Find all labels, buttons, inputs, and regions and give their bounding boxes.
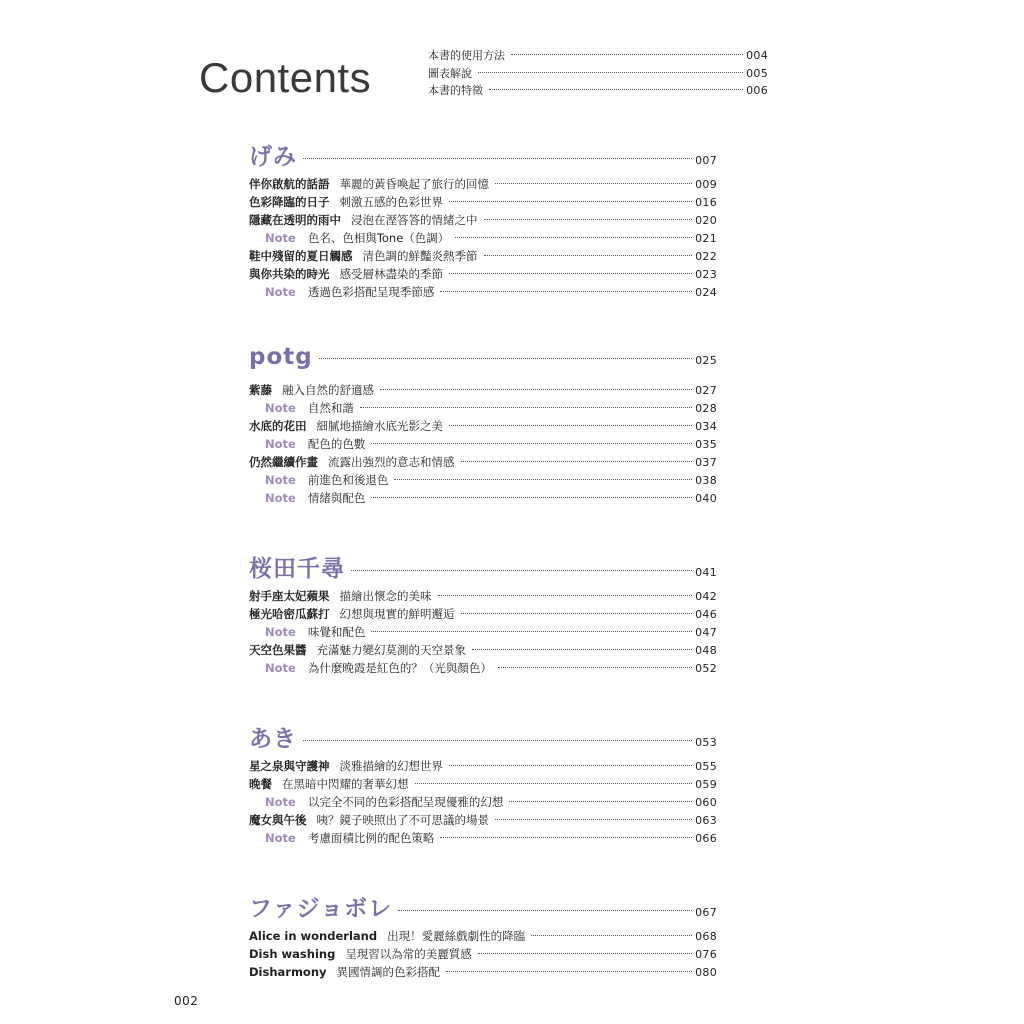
dot-leader xyxy=(531,935,692,936)
note-label: Note xyxy=(265,661,296,675)
page-ref: 020 xyxy=(695,214,717,227)
entry-title: 隱藏在透明的雨中 xyxy=(249,213,341,227)
page-ref: 022 xyxy=(695,250,717,263)
dot-leader xyxy=(319,358,692,359)
toc-section xyxy=(249,890,717,981)
toc-section xyxy=(249,138,717,301)
artist-name: 桜田千尋 xyxy=(249,556,345,582)
page-ref: 027 xyxy=(695,384,717,397)
toc-entry xyxy=(249,211,717,229)
dot-leader xyxy=(495,819,692,820)
dot-leader xyxy=(360,407,692,408)
toc-entry xyxy=(249,247,717,265)
page-ref: 041 xyxy=(695,566,717,579)
note-label: Note xyxy=(265,401,296,415)
intro-entry xyxy=(428,47,768,65)
page-ref: 052 xyxy=(695,662,717,675)
note-entry xyxy=(249,829,717,847)
entry-subtitle: 淡雅描繪的幻想世界 xyxy=(339,759,443,773)
note-label: Note xyxy=(265,473,296,487)
entry-title: 水底的花田 xyxy=(249,419,307,433)
note-label: Note xyxy=(265,795,296,809)
page-ref: 067 xyxy=(695,906,717,919)
dot-leader xyxy=(398,910,692,911)
entry-subtitle: 刺激五感的色彩世界 xyxy=(339,195,443,209)
dot-leader xyxy=(511,54,743,55)
page-number: 002 xyxy=(174,994,199,1008)
toc-entry xyxy=(249,381,717,399)
toc-entry xyxy=(249,605,717,623)
page-ref: 009 xyxy=(695,178,717,191)
page-ref: 005 xyxy=(746,66,768,80)
dot-leader xyxy=(509,801,692,802)
dot-leader xyxy=(438,595,693,596)
page-ref: 024 xyxy=(695,286,717,299)
dot-leader xyxy=(478,953,692,954)
toc-entry xyxy=(249,641,717,659)
entry-subtitle: 華麗的黃昏喚起了旅行的回憶 xyxy=(339,177,489,191)
note-label: Note xyxy=(265,437,296,451)
artist-name: potg xyxy=(249,344,313,370)
dot-leader xyxy=(461,461,693,462)
dot-leader xyxy=(440,837,692,838)
note-entry xyxy=(249,793,717,811)
dot-leader xyxy=(489,89,743,90)
page-ref: 034 xyxy=(695,420,717,433)
toc-entry xyxy=(249,453,717,471)
dot-leader xyxy=(461,613,693,614)
toc-entry xyxy=(249,587,717,605)
entry-title: Disharmony xyxy=(249,965,327,979)
dot-leader xyxy=(449,201,692,202)
page-ref: 076 xyxy=(695,948,717,961)
artist-name: あき xyxy=(249,726,297,752)
dot-leader xyxy=(446,971,692,972)
section-heading xyxy=(249,550,717,582)
toc-entry xyxy=(249,811,717,829)
toc-entry xyxy=(249,927,717,945)
note-label: Note xyxy=(265,625,296,639)
page-ref: 048 xyxy=(695,644,717,657)
note-label: Note xyxy=(265,285,296,299)
toc-entry xyxy=(249,963,717,981)
entry-subtitle: 幻想與現實的鮮明邂逅 xyxy=(339,607,455,621)
entry-title: 伴你啟航的話語 xyxy=(249,177,330,191)
note-label: Note xyxy=(265,491,296,505)
page-ref: 066 xyxy=(695,832,717,845)
dot-leader xyxy=(484,255,693,256)
entry-text: 本書的使用方法 xyxy=(428,49,505,62)
page-ref: 059 xyxy=(695,778,717,791)
dot-leader xyxy=(371,631,692,632)
entry-subtitle: 流露出強烈的意志和情感 xyxy=(328,455,455,469)
entry-subtitle: 為什麼晚霞是紅色的？（光與顏色） xyxy=(307,661,492,675)
dot-leader xyxy=(303,740,692,741)
artist-name: げみ xyxy=(249,144,297,170)
section-heading xyxy=(249,720,717,752)
toc-entry xyxy=(249,757,717,775)
toc-entry xyxy=(249,193,717,211)
entry-subtitle: 自然和諧 xyxy=(307,401,354,415)
entry-subtitle: 浸泡在溼答答的情緒之中 xyxy=(351,213,478,227)
entry-subtitle: 在黑暗中閃耀的奢華幻想 xyxy=(282,777,409,791)
page-ref: 021 xyxy=(695,232,717,245)
entry-title: 紫藤 xyxy=(249,383,272,397)
entry-title: Dish washing xyxy=(249,947,336,961)
page-ref: 025 xyxy=(695,354,717,367)
dot-leader xyxy=(371,497,692,498)
page-ref: 007 xyxy=(695,154,717,167)
dot-leader xyxy=(478,72,743,73)
toc-entry xyxy=(249,175,717,193)
dot-leader xyxy=(484,219,693,220)
entry-subtitle: 前進色和後退色 xyxy=(307,473,389,487)
page-ref: 038 xyxy=(695,474,717,487)
entry-subtitle: 以完全不同的色彩搭配呈現優雅的幻想 xyxy=(307,795,504,809)
note-entry xyxy=(249,489,717,507)
entry-subtitle: 考慮面積比例的配色策略 xyxy=(307,831,435,845)
note-entry xyxy=(249,229,717,247)
dot-leader xyxy=(415,783,693,784)
entry-title: 鞋中殘留的夏日觸感 xyxy=(249,249,353,263)
toc-entry xyxy=(249,775,717,793)
section-heading xyxy=(249,138,717,170)
entry-subtitle: 配色的色數 xyxy=(307,437,366,451)
toc-entry xyxy=(249,417,717,435)
entry-title: 色彩降臨的日子 xyxy=(249,195,330,209)
page-ref: 060 xyxy=(695,796,717,809)
dot-leader xyxy=(449,273,692,274)
entry-subtitle: 描繪出懷念的美味 xyxy=(339,589,432,603)
dot-leader xyxy=(394,479,692,480)
entry-title: 極光哈密瓜蘇打 xyxy=(249,607,330,621)
dot-leader xyxy=(495,183,692,184)
note-label: Note xyxy=(265,831,296,845)
entry-subtitle: 細膩地描繪水底光影之美 xyxy=(316,419,443,433)
entry-title: 晚餐 xyxy=(249,777,272,791)
entry-subtitle: 出現！愛麗絲戲劇性的降臨 xyxy=(387,929,526,943)
page-ref: 035 xyxy=(695,438,717,451)
entry-subtitle: 情緒與配色 xyxy=(307,491,366,505)
page-ref: 053 xyxy=(695,736,717,749)
note-entry xyxy=(249,283,717,301)
dot-leader xyxy=(455,237,692,238)
entry-title: 仍然繼續作畫 xyxy=(249,455,318,469)
page-ref: 047 xyxy=(695,626,717,639)
entry-title: 與你共染的時光 xyxy=(249,267,330,281)
dot-leader xyxy=(371,443,692,444)
section-heading xyxy=(249,890,717,922)
page-ref: 004 xyxy=(746,49,768,62)
entry-title: 星之泉與守護神 xyxy=(249,759,330,773)
entry-subtitle: 透過色彩搭配呈現季節感 xyxy=(307,285,435,299)
entry-subtitle: 感受層林盡染的季節 xyxy=(339,267,443,281)
dot-leader xyxy=(498,667,692,668)
page-ref: 016 xyxy=(695,196,717,209)
section-heading xyxy=(249,344,717,372)
entry-title: Alice in wonderland xyxy=(249,929,378,943)
dot-leader xyxy=(351,570,692,571)
page-ref: 055 xyxy=(695,760,717,773)
entry-subtitle: 融入自然的舒適感 xyxy=(282,383,374,397)
page-ref: 042 xyxy=(695,590,717,603)
entry-title: 天空色果醬 xyxy=(249,643,307,657)
entry-subtitle: 色名、色相與Tone（色調） xyxy=(307,231,450,245)
page-ref: 068 xyxy=(695,930,717,943)
toc-section xyxy=(249,720,717,847)
toc-section xyxy=(249,344,717,507)
note-entry xyxy=(249,399,717,417)
page-ref: 006 xyxy=(746,84,768,97)
dot-leader xyxy=(440,291,692,292)
note-entry xyxy=(249,659,717,677)
page-ref: 028 xyxy=(695,402,717,415)
entry-subtitle: 味覺和配色 xyxy=(307,625,366,639)
dot-leader xyxy=(472,649,692,650)
entry-subtitle: 呈現習以為常的美麗質感 xyxy=(345,947,472,961)
dot-leader xyxy=(449,765,692,766)
dot-leader xyxy=(380,389,692,390)
page-ref: 046 xyxy=(695,608,717,621)
page-ref: 080 xyxy=(695,966,717,979)
entry-text: 圖表解說 xyxy=(428,66,472,80)
toc-section xyxy=(249,550,717,677)
page-ref: 037 xyxy=(695,456,717,469)
page-title: Contents xyxy=(199,54,372,101)
entry-title: 魔女與午後 xyxy=(249,813,307,827)
toc-sections xyxy=(249,138,717,1024)
entry-subtitle: 充滿魅力變幻莫測的天空景象 xyxy=(316,643,466,657)
entry-text: 本書的特徵 xyxy=(428,84,483,97)
entry-subtitle: 清色調的鮮豔炎熱季節 xyxy=(362,249,478,263)
page-ref: 063 xyxy=(695,814,717,827)
entry-subtitle: 咦？鏡子映照出了不可思議的場景 xyxy=(316,813,489,827)
intro-entry xyxy=(428,65,768,83)
entry-subtitle: 異國情調的色彩搭配 xyxy=(336,965,441,979)
page-ref: 040 xyxy=(695,492,717,505)
toc-entry xyxy=(249,265,717,283)
artist-name: ファジョボレ xyxy=(249,896,393,922)
toc-entry xyxy=(249,945,717,963)
intro-toc-list xyxy=(428,47,768,100)
entry-title: 射手座太妃蘋果 xyxy=(249,589,330,603)
page-ref: 023 xyxy=(695,268,717,281)
dot-leader xyxy=(303,158,692,159)
intro-entry xyxy=(428,82,768,100)
note-entry xyxy=(249,435,717,453)
note-entry xyxy=(249,471,717,489)
dot-leader xyxy=(449,425,692,426)
note-entry xyxy=(249,623,717,641)
note-label: Note xyxy=(265,231,296,245)
